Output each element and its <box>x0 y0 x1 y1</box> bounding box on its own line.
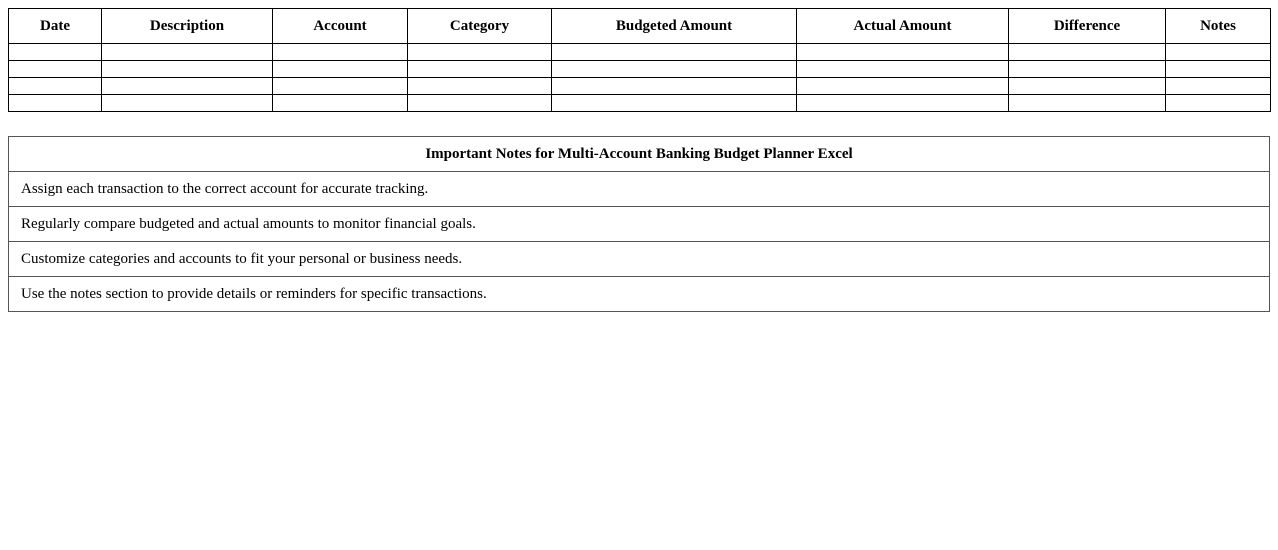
table-cell[interactable] <box>102 61 273 78</box>
table-cell[interactable] <box>552 95 797 112</box>
table-cell[interactable] <box>102 78 273 95</box>
table-cell[interactable] <box>797 61 1009 78</box>
table-cell[interactable] <box>9 61 102 78</box>
budget-planner-table <box>8 8 1271 112</box>
table-cell[interactable] <box>552 44 797 61</box>
column-header-actual-amount: Actual Amount <box>797 9 1009 44</box>
table-cell[interactable] <box>9 95 102 112</box>
note-item: Assign each transaction to the correct account for accurate tracking. <box>9 172 1270 207</box>
budget-table-header <box>9 9 1271 44</box>
table-cell[interactable] <box>273 95 408 112</box>
notes-title: Important Notes for Multi-Account Banking Budget Planner Excel <box>9 137 1270 172</box>
table-cell[interactable] <box>1009 78 1166 95</box>
note-item: Use the notes section to provide details or reminders for specific transactions. <box>9 277 1270 312</box>
budget-table-body <box>9 44 1271 112</box>
notes-title-row <box>9 137 1270 172</box>
table-cell[interactable] <box>1166 61 1271 78</box>
table-cell[interactable] <box>9 78 102 95</box>
table-row <box>9 78 1271 95</box>
note-row <box>9 172 1270 207</box>
table-cell[interactable] <box>273 61 408 78</box>
table-cell[interactable] <box>9 44 102 61</box>
column-header-category: Category <box>408 9 552 44</box>
table-cell[interactable] <box>797 44 1009 61</box>
note-row <box>9 207 1270 242</box>
table-cell[interactable] <box>797 78 1009 95</box>
table-cell[interactable] <box>552 78 797 95</box>
table-cell[interactable] <box>1166 44 1271 61</box>
table-cell[interactable] <box>102 44 273 61</box>
table-cell[interactable] <box>408 95 552 112</box>
important-notes-table <box>8 136 1270 312</box>
header-row <box>9 9 1271 44</box>
table-cell[interactable] <box>273 78 408 95</box>
note-row <box>9 242 1270 277</box>
table-cell[interactable] <box>1009 95 1166 112</box>
table-cell[interactable] <box>408 78 552 95</box>
note-row <box>9 277 1270 312</box>
table-cell[interactable] <box>552 61 797 78</box>
column-header-difference: Difference <box>1009 9 1166 44</box>
column-header-description: Description <box>102 9 273 44</box>
table-cell[interactable] <box>408 44 552 61</box>
note-item: Customize categories and accounts to fit your personal or business needs. <box>9 242 1270 277</box>
table-row <box>9 44 1271 61</box>
table-cell[interactable] <box>1166 78 1271 95</box>
table-row <box>9 95 1271 112</box>
table-cell[interactable] <box>408 61 552 78</box>
column-header-budgeted-amount: Budgeted Amount <box>552 9 797 44</box>
table-cell[interactable] <box>1009 61 1166 78</box>
column-header-account: Account <box>273 9 408 44</box>
note-item: Regularly compare budgeted and actual amounts to monitor financial goals. <box>9 207 1270 242</box>
column-header-date: Date <box>9 9 102 44</box>
table-cell[interactable] <box>1009 44 1166 61</box>
table-row <box>9 61 1271 78</box>
table-cell[interactable] <box>1166 95 1271 112</box>
table-cell[interactable] <box>102 95 273 112</box>
table-cell[interactable] <box>797 95 1009 112</box>
column-header-notes: Notes <box>1166 9 1271 44</box>
table-cell[interactable] <box>273 44 408 61</box>
